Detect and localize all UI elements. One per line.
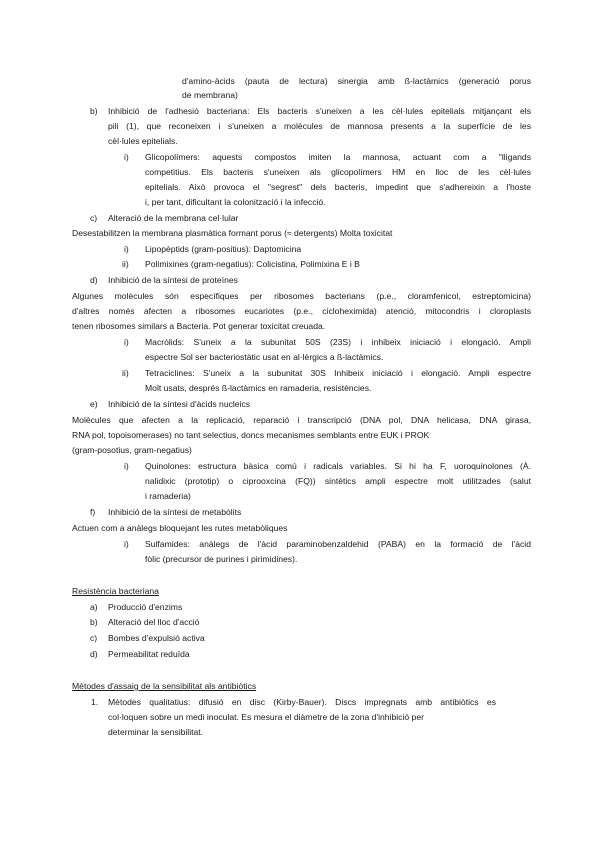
item-c-i-marker: i) bbox=[124, 244, 129, 254]
resistencia-heading: Resistència bacteriana bbox=[72, 586, 159, 596]
resistencia-item: Permeabilitat reduïda bbox=[108, 649, 190, 659]
item-d-i-marker: i) bbox=[124, 337, 129, 347]
item-e-title: Inhibició de la síntesi d'àcids nucleics bbox=[108, 399, 251, 409]
resistencia-item: Producció d'enzims bbox=[108, 602, 183, 612]
resistencia-item-marker: d) bbox=[90, 649, 98, 659]
item-d-ii-line-2: Molt usats, després ß-lactàmics en ramaderia, resistències. bbox=[145, 383, 372, 393]
item-c-title: Alteració de la membrana cel·lular bbox=[108, 213, 239, 223]
item-f-description: Actuen com a anàlegs bloquejant les rutes metabòliques bbox=[72, 523, 288, 533]
item-e-i-line-1: Quinolones: estructura bàsica comú i radicals variables. Si hi ha F, uoroquinolones (À. bbox=[145, 461, 531, 471]
item-b-i-line-3: epitelials. Això provoca el "segrest" dels bacteris, impedint que s'adhereixin a l'hoste bbox=[145, 182, 531, 192]
item-e-i-marker: i) bbox=[124, 461, 129, 471]
resistencia-item-marker: a) bbox=[90, 602, 98, 612]
item-b-i-marker: i) bbox=[124, 152, 129, 162]
item-f-title: Inhibició de la síntesi de metabòlits bbox=[108, 507, 242, 517]
metodes-line-1: Mètodes qualitatius: difusió en disc (Kirby-Bauer). Discs impregnats amb antibiòtics es bbox=[108, 697, 496, 707]
item-f-i-line-1: Sulfamides: anàlegs de l'àcid paraminobenzaldehid (PABA) en la formació de l'àcid bbox=[145, 539, 531, 549]
item-b-i-line-4: i, per tant, dificultant la colonització i la infecció. bbox=[145, 197, 326, 207]
item-e-i-line-2: nalidixic (prototip) o ciprooxcina (FQ)) sintètics ampli espectre molt utilitzades (salut bbox=[145, 476, 531, 486]
resistencia-item: Alteració del lloc d'acció bbox=[108, 617, 200, 627]
item-e-marker: e) bbox=[90, 399, 98, 409]
item-c-ii-text: Polimixines (gram-negatius): Colicistina, Polimixina E i B bbox=[145, 259, 360, 269]
item-e-paragraph-1: Molècules que afecten a la replicació, reparació i transcripció (DNA pol, DNA helicasa, DNA girasa, bbox=[72, 415, 531, 425]
metodes-heading: Mètodes d'assaig de la sensibilitat als antibiòtics bbox=[72, 681, 257, 691]
item-b-i-line-1: Glicopolímers: aquests compostos imiten la mannosa, actuant com a "lligands bbox=[145, 152, 531, 162]
item-f-marker: f) bbox=[90, 507, 96, 517]
resistencia-item-marker: b) bbox=[90, 617, 98, 627]
item-f-i-line-2: fòlic (precursor de purines i pirimidines). bbox=[145, 554, 298, 564]
resistencia-item: Bombes d'expulsió activa bbox=[108, 633, 205, 643]
item-c-description: Desestabilitzen la membrana plasmàtica formant porus (≈ detergents) Molta toxicitat bbox=[72, 228, 393, 238]
item-d-paragraph-3: tenen ribosomes similars a Bacteria. Pot generar toxicitat creuada. bbox=[72, 321, 326, 331]
item-b-line-2: pili (1), que reconeixen i s'uneixen a molècules de mannosa presents a la superfície de les bbox=[108, 121, 531, 131]
item-d-ii-line-1: Tetraciclines: S'uneix a la subunitat 30S Inhibeix iniciació i elongació. Ampli espectre bbox=[145, 368, 531, 378]
item-b-line-3: cèl·lules epitelials. bbox=[108, 136, 178, 146]
item-e-paragraph-2: RNA pol, topoisomerases) no tant selectius, doncs mecanismes semblants entre EUK i PROK bbox=[72, 430, 430, 440]
metodes-line-2: col·loquen sobre un medi inoculat. Es mesura el diàmetre de la zona d'inhibició per bbox=[108, 712, 424, 722]
item-b-i-line-2: competitius. Els bacteris s'uneixen als glicopolímers HM en lloc de les cèl·lules bbox=[145, 167, 531, 177]
item-d-i-line-2: espectre Sol ser bacteriostàtic usat en al·lèrgics a ß-lactàmics. bbox=[145, 352, 384, 362]
item-e-i-line-3: i ramaderia) bbox=[145, 491, 191, 501]
continuation-line-2: de membrana) bbox=[182, 90, 238, 100]
resistencia-item-marker: c) bbox=[90, 633, 98, 643]
item-d-marker: d) bbox=[90, 275, 98, 285]
item-b-line-1: Inhibició de l'adhesió bacteriana: Els bacteris s'uneixen a les cèl·lules epitelials mitjançant els bbox=[108, 106, 531, 116]
item-e-paragraph-3: (gram-posotius, gram-negatius) bbox=[72, 445, 192, 455]
continuation-line-1: d'amino-àcids (pauta de lectura) sinergia amb ß-lactàmics (generació porus bbox=[182, 76, 531, 86]
item-c-i-text: Lipopèptids (gram-positius): Daptomicina bbox=[145, 244, 302, 254]
item-d-paragraph-2: d'altres només afecten a ribosomes eucariotes (p.e., cicloheximida) atenció, mitocondris i cloroplasts bbox=[72, 306, 531, 316]
item-b-marker: b) bbox=[90, 106, 98, 116]
item-d-ii-marker: ii) bbox=[122, 368, 129, 378]
item-d-title: Inhibició de la síntesi de proteïnes bbox=[108, 275, 238, 285]
item-f-i-marker: i) bbox=[124, 539, 129, 549]
item-d-paragraph-1: Algunes molècules són específiques per ribosomes bacterians (p.e., cloramfenicol, estreptomicina) bbox=[72, 291, 531, 301]
item-d-i-line-1: Macròlids: S'uneix a la subunitat 50S (23S) i inhibeix iniciació i elongació. Ampli bbox=[145, 337, 531, 347]
metodes-line-3: determinar la sensibilitat. bbox=[108, 727, 204, 737]
metodes-item-marker: 1. bbox=[91, 697, 99, 707]
item-c-marker: c) bbox=[90, 213, 98, 223]
item-c-ii-marker: ii) bbox=[122, 259, 129, 269]
